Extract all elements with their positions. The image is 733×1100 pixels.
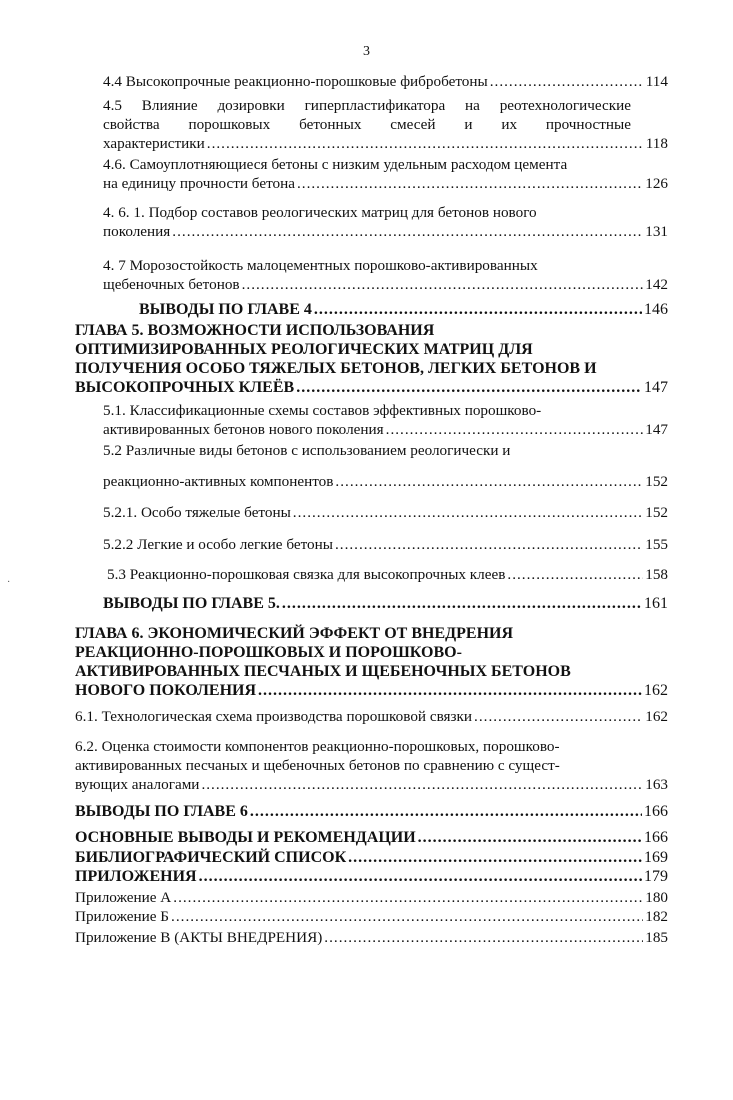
toc-entry-page: 166 <box>644 829 668 846</box>
toc-entry-page: 161 <box>644 595 668 612</box>
toc-entry-page: 146 <box>644 301 668 318</box>
toc-entry-text: ПРИЛОЖЕНИЯ <box>75 868 197 885</box>
toc-entry-page: 180 <box>645 889 668 906</box>
toc-entry-text: БИБЛИОГРАФИЧЕСКИЙ СПИСОК <box>75 849 347 866</box>
toc-entry-bibliography <box>75 848 668 867</box>
toc-entry-5-2 <box>103 441 668 460</box>
toc-entry-conclusions-6 <box>75 802 668 821</box>
toc-entry-chapter-5 <box>75 321 668 397</box>
toc-entry-page: 131 <box>645 223 668 240</box>
toc-entry-text: 5.1. Классификационные схемы составов эффективных порошково- <box>103 402 542 419</box>
toc-entry-5-1 <box>103 401 668 439</box>
toc-entry-text: 5.2.2 Легкие и особо легкие бетоны <box>103 536 333 553</box>
toc-entry-text: АКТИВИРОВАННЫХ ПЕСЧАНЫХ И ЩЕБЕНОЧНЫХ БЕТОНОВ <box>75 663 571 680</box>
toc-entry-text: 6.1. Технологическая схема производства порошковой связки <box>75 708 473 725</box>
toc-entry-text: ВЫВОДЫ ПО ГЛАВЕ 4 <box>139 301 312 318</box>
toc-entry-6-1 <box>75 707 668 726</box>
toc-entry-text: РЕАКЦИОННО-ПОРОШКОВЫХ И ПОРОШКОВО- <box>75 644 462 661</box>
toc-entry-appendix-a <box>75 888 668 907</box>
toc-entry-text: 4. 7 Морозостойкость малоцементных порошково-активированных <box>103 257 538 274</box>
toc-entry-text: активированных бетонов нового поколения <box>103 421 384 438</box>
toc-entry-text: ПОЛУЧЕНИЯ ОСОБО ТЯЖЕЛЫХ БЕТОНОВ, ЛЕГКИХ БЕТОНОВ И <box>75 360 597 377</box>
toc-entry-text: свойства порошковых бетонных смесей и их прочностные <box>103 116 631 133</box>
toc-entry-page: 155 <box>645 536 668 553</box>
toc-entry-text: ВЫСОКОПРОЧНЫХ КЛЕЁВ <box>75 379 295 396</box>
toc-entry-4-6 <box>103 155 668 193</box>
toc-entry-text: ВЫВОДЫ ПО ГЛАВЕ 6 <box>75 803 248 820</box>
toc-entry-page: 163 <box>645 776 668 793</box>
toc-entry-page: 185 <box>645 929 668 946</box>
toc-entry-text: на единицу прочности бетона <box>103 175 295 192</box>
toc-entry-text: 4.5 Влияние дозировки гиперпластификатора на реотехнологические <box>103 97 631 114</box>
toc-entry-4-6-1 <box>103 203 668 241</box>
toc-entry-page: 142 <box>645 276 668 293</box>
toc-entry-5-2-1 <box>103 503 668 522</box>
toc-entry-page: 152 <box>645 504 668 521</box>
toc-entry-4-4 <box>103 72 668 91</box>
toc-entry-text: характеристики <box>103 135 205 152</box>
toc-entry-page: 162 <box>645 708 668 725</box>
toc-entry-conclusions-4 <box>139 300 668 319</box>
toc-entry-text: Приложение А <box>75 889 172 906</box>
toc-entry-text: НОВОГО ПОКОЛЕНИЯ <box>75 682 257 699</box>
toc-entry-text: 5.2.1. Особо тяжелые бетоны <box>103 504 291 521</box>
toc-entry-text: 6.2. Оценка стоимости компонентов реакционно-порошковых, порошково- <box>75 738 560 755</box>
toc-entry-page: 152 <box>645 473 668 490</box>
toc-entry-main-conclusions <box>75 828 668 847</box>
page-number: 3 <box>363 44 370 59</box>
toc-entry-page: 182 <box>645 908 668 925</box>
toc-entry-text: Приложение В (АКТЫ ВНЕДРЕНИЯ) <box>75 929 323 946</box>
toc-entry-page: 179 <box>644 868 668 885</box>
toc-entry-text: ГЛАВА 5. ВОЗМОЖНОСТИ ИСПОЛЬЗОВАНИЯ <box>75 322 435 339</box>
toc-entry-chapter-6 <box>75 624 668 700</box>
toc-entry-text: ГЛАВА 6. ЭКОНОМИЧЕСКИЙ ЭФФЕКТ ОТ ВНЕДРЕНИЯ <box>75 625 514 642</box>
toc-entry-page: 126 <box>645 175 668 192</box>
toc-entry-5-2-cont <box>103 472 668 491</box>
toc-entry-text: щебеночных бетонов <box>103 276 240 293</box>
toc-entry-6-2 <box>75 737 668 794</box>
toc-entry-text: 4. 6. 1. Подбор составов реологических матриц для бетонов нового <box>103 204 537 221</box>
toc-entry-text: поколения <box>103 223 171 240</box>
toc-entry-appendix-b <box>75 907 668 926</box>
toc-entry-page: 158 <box>645 566 668 583</box>
toc-entry-page: 166 <box>644 803 668 820</box>
toc-entry-conclusions-5 <box>103 594 668 613</box>
toc-entry-text: Приложение Б <box>75 908 170 925</box>
toc-entry-page: 118 <box>645 135 668 152</box>
toc-entry-text: ОПТИМИЗИРОВАННЫХ РЕОЛОГИЧЕСКИХ МАТРИЦ ДЛЯ <box>75 341 533 358</box>
toc-entry-text: вующих аналогами <box>75 776 200 793</box>
toc-entry-5-3 <box>107 565 668 584</box>
toc-entry-text: активированных песчаных и щебеночных бетонов по сравнению с сущест- <box>75 757 560 774</box>
toc-entry-5-2-2 <box>103 535 668 554</box>
toc-entry-page: 162 <box>644 682 668 699</box>
toc-entry-text: 4.6. Самоуплотняющиеся бетоны с низким удельным расходом цемента <box>103 156 568 173</box>
toc-entry-text: ОСНОВНЫЕ ВЫВОДЫ И РЕКОМЕНДАЦИИ <box>75 829 416 846</box>
toc-entry-page: 114 <box>645 73 668 90</box>
toc-entry-text: реакционно-активных компонентов <box>103 473 334 490</box>
toc-entry-page: 147 <box>645 421 668 438</box>
scan-speck: · <box>7 577 11 588</box>
toc-entry-page: 169 <box>644 849 668 866</box>
toc-entry-text: 4.4 Высокопрочные реакционно-порошковые фибробетоны <box>103 73 488 90</box>
toc-entry-4-5 <box>103 96 668 153</box>
toc-entry-appendices <box>75 867 668 886</box>
toc-entry-4-7 <box>103 256 668 294</box>
toc-entry-appendix-v <box>75 928 668 947</box>
toc-entry-text: 5.3 Реакционно-порошковая связка для высокопрочных клеев <box>107 566 506 583</box>
toc-entry-text: 5.2 Различные виды бетонов с использованием реологически и <box>103 442 511 459</box>
toc-entry-page: 147 <box>644 379 668 396</box>
toc-entry-text: ВЫВОДЫ ПО ГЛАВЕ 5. <box>103 595 280 612</box>
